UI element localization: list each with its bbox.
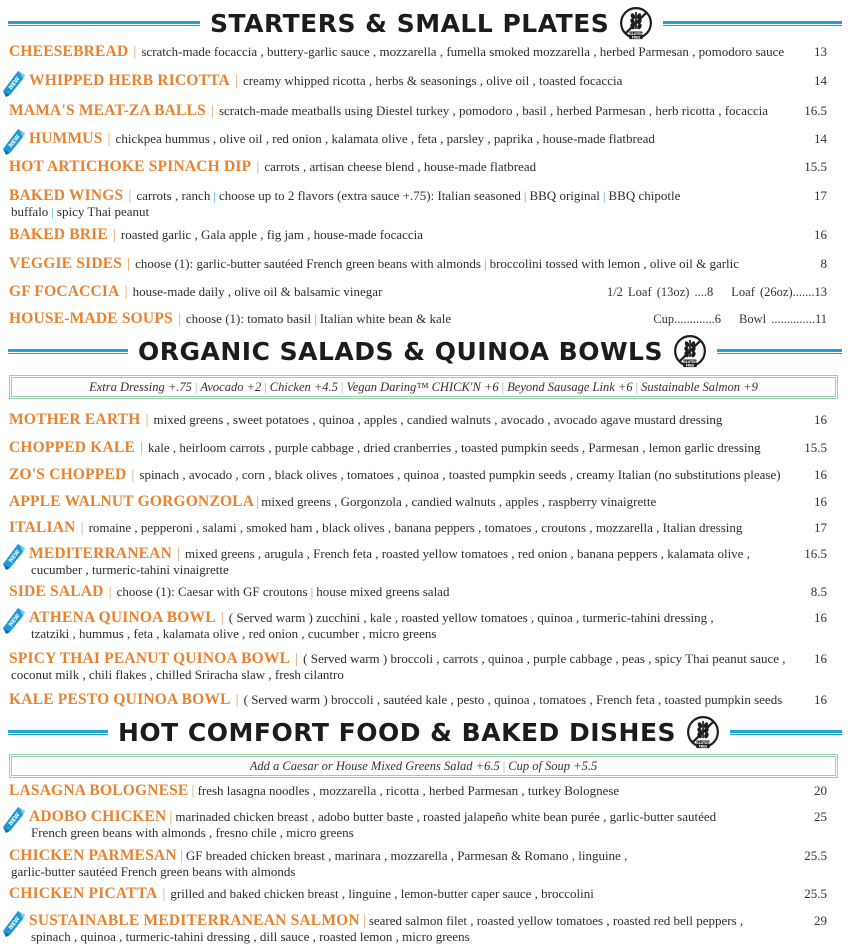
item-price: 17 (814, 520, 827, 535)
item-description: scratch-made meatballs using Diestel turkey , pomodoro , basil , herbed Parmesan , herb ricotta , focaccia (218, 103, 768, 118)
item-description: ( Served warm ) broccoli , carrots , quinoa , purple cabbage , peas , spicy Thai peanut sauce , (303, 651, 786, 666)
item-description-line2: spinach , quinoa , turmeric-tahini dressing , dill sauce , roasted lemon , micro greens (31, 929, 470, 944)
item-description: marinaded chicken breast , adobo butter baste , roasted jalapeño white bean purée , garlic-butter sautéed (175, 809, 717, 824)
add-on: Sustainable Salmon +9 (641, 380, 758, 394)
item-name: CHOPPED KALE (9, 439, 135, 456)
separator: | (145, 412, 149, 428)
item-description-line2: coconut milk , chili flakes , chilled Sriracha slaw , fresh cilantro (11, 667, 344, 682)
item-description-part: buffalo (11, 204, 49, 219)
item-description: grilled and baked chicken breast , linguine , lemon-butter caper sauce , broccolini (170, 886, 594, 901)
new-ribbon-icon (1, 907, 27, 937)
item-name: MOTHER EARTH (9, 411, 141, 428)
menu-item (9, 467, 839, 483)
item-name: LASAGNA BOLOGNESE (9, 782, 189, 799)
separator: | (112, 227, 116, 243)
item-description: seared salmon filet , roasted yellow tomatoes , roasted red bell peppers , (368, 913, 744, 928)
menu-item (9, 73, 839, 89)
gluten-free-icon (619, 6, 653, 40)
item-price: 25 (814, 809, 827, 824)
item-price: 14 (814, 131, 827, 146)
gluten-free-icon (686, 715, 720, 749)
separator: | (51, 204, 54, 219)
item-price: 16.5 (804, 103, 827, 118)
item-price: 16 (814, 467, 827, 482)
menu-item (9, 44, 839, 60)
item-price: 20 (814, 783, 827, 798)
add-on: Extra Dressing +.75 (89, 380, 192, 394)
size-options (607, 284, 827, 300)
item-description-line2: French green beans with almonds , fresno chile , micro greens (31, 825, 354, 840)
item-description-part: broccolini tossed with lemon , olive oil & garlic (489, 256, 740, 271)
menu-item (9, 440, 839, 456)
item-price: 17 (814, 188, 827, 203)
separator: | (483, 256, 487, 271)
menu-item (9, 284, 839, 300)
item-name: HOT ARTICHOKE SPINACH DIP (9, 158, 252, 175)
section-header-starters (0, 4, 850, 42)
item-name: HOUSE-MADE SOUPS (9, 310, 173, 327)
item-description-part: choose (1): garlic-butter sautéed French green beans with almonds (135, 256, 481, 271)
add-on: Cup of Soup +5.5 (508, 759, 598, 773)
item-description-part: BBQ chipotle (608, 188, 681, 203)
menu-item (9, 848, 839, 880)
item-name: ITALIAN (9, 519, 76, 536)
item-description: GF breaded chicken breast , marinara , mozzarella , Parmesan & Romano , linguine , (185, 848, 628, 863)
item-name: GF FOCACCIA (9, 283, 120, 300)
item-name: KALE PESTO QUINOA BOWL (9, 691, 231, 708)
add-on: Beyond Sausage Link +6 (507, 380, 633, 394)
gluten-free-icon (673, 334, 707, 368)
item-price: 16.5 (804, 546, 827, 561)
menu-item (9, 494, 839, 510)
item-name: ZO'S CHOPPED (9, 466, 127, 483)
item-price: 16 (814, 610, 827, 625)
menu-item (9, 412, 839, 428)
item-description-line2: tzatziki , hummus , feta , kalamata olive , red onion , cucumber , micro greens (31, 626, 437, 641)
separator: | (362, 913, 366, 929)
separator: | (169, 809, 173, 825)
menu-item (9, 886, 839, 902)
add-on: Add a Caesar or House Mixed Greens Salad +6.5 (249, 759, 500, 773)
new-ribbon-icon (1, 67, 27, 97)
decorative-rule (730, 730, 842, 735)
menu-item (9, 692, 839, 708)
item-price: 16 (814, 692, 827, 707)
decorative-rule (8, 730, 108, 735)
item-description-part: choose (1): tomato basil (185, 311, 312, 326)
menu-item (9, 131, 839, 147)
separator: | (124, 284, 128, 300)
decorative-rule (8, 21, 200, 26)
separator: | (523, 188, 527, 203)
menu-item (9, 783, 839, 799)
new-ribbon-icon (1, 604, 27, 634)
item-name: ATHENA QUINOA BOWL (29, 609, 216, 626)
add-on: Vegan Daring™ CHICK'N +6 (346, 380, 499, 394)
menu-item (9, 913, 839, 945)
item-description-part: Italian white bean & kale (319, 311, 452, 326)
size-option: Cup.............6 (653, 312, 721, 326)
item-name: MAMA'S MEAT-ZA BALLS (9, 102, 206, 119)
item-price: 8 (820, 256, 827, 271)
item-name: WHIPPED HERB RICOTTA (29, 72, 230, 89)
add-ons-box: Extra Dressing +.75 | Avocado +2 | Chicken +4.5 | Vegan Daring™ CHICK'N +6 | Beyond Sausage Link +6 | Sustainable Salmon +9 (9, 375, 838, 399)
item-name: MEDITERRANEAN (29, 545, 172, 562)
item-name: BAKED WINGS (9, 187, 124, 204)
separator: | (127, 256, 131, 272)
menu-item (9, 256, 839, 272)
separator: | (234, 73, 238, 89)
new-ribbon-icon (1, 125, 27, 155)
separator: | (295, 651, 299, 667)
decorative-rule (663, 21, 842, 26)
separator: | (176, 546, 180, 562)
add-ons-box: Add a Caesar or House Mixed Greens Salad +6.5 | Cup of Soup +5.5 (9, 754, 838, 778)
size-option: Bowl ..............11 (739, 312, 827, 326)
item-price: 16 (814, 412, 827, 427)
item-description-part: choose up to 2 flavors (extra sauce +.75): Italian seasoned (218, 188, 521, 203)
item-price: 8.5 (810, 584, 827, 599)
size-options (653, 311, 827, 327)
add-on: Chicken +4.5 (269, 380, 338, 394)
item-name: SUSTAINABLE MEDITERRANEAN SALMON (29, 912, 360, 929)
item-description: ( Served warm ) broccoli , sautéed kale , pesto , quinoa , tomatoes , French feta , toasted pumpkin seeds (243, 692, 783, 707)
item-price: 15.5 (804, 440, 827, 455)
menu-item (9, 809, 839, 841)
section-title: ORGANIC SALADS & QUINOA BOWLS (138, 336, 663, 366)
item-price: 16 (814, 651, 827, 666)
item-description: fresh lasagna noodles , mozzarella , ricotta , herbed Parmesan , turkey Bolognese (197, 783, 620, 798)
item-price: 25.5 (804, 848, 827, 863)
separator: | (108, 584, 112, 600)
item-name: HUMMUS (29, 130, 103, 147)
item-description: chickpea hummus , olive oil , red onion , kalamata olive , feta , parsley , paprika , house-made flatbread (115, 131, 655, 146)
section-header-salads (0, 332, 850, 370)
item-description: roasted garlic , Gala apple , fig jam , house-made focaccia (120, 227, 424, 242)
menu-item (9, 546, 839, 578)
decorative-rule (717, 349, 842, 354)
separator: | (107, 131, 111, 147)
size-option: 1/2 Loaf (13oz) ....8 (606, 285, 714, 299)
menu-item (9, 103, 839, 119)
item-description: creamy whipped ricotta , herbs & seasonings , olive oil , toasted focaccia (242, 73, 623, 88)
item-price: 16 (814, 494, 827, 509)
item-name: BAKED BRIE (9, 226, 108, 243)
item-price: 29 (814, 913, 827, 928)
separator: | (256, 494, 260, 510)
item-name: APPLE WALNUT GORGONZOLA (9, 493, 255, 510)
item-price: 14 (814, 73, 827, 88)
menu-item (9, 520, 839, 536)
item-description-line2: garlic-butter sautéed French green beans with almonds (11, 864, 296, 879)
separator: | (162, 886, 166, 902)
item-description: scratch-made focaccia , buttery-garlic sauce , mozzarella , fumella smoked mozzarella , herbed Parmesan , pomodoro sauce (141, 44, 785, 59)
item-name: CHICKEN PICATTA (9, 885, 158, 902)
item-description: ( Served warm ) zucchini , kale , roasted yellow tomatoes , quinoa , turmeric-tahini dressing , (228, 610, 714, 625)
item-description-part: house mixed greens salad (316, 584, 450, 599)
item-description-part: carrots , ranch (136, 188, 211, 203)
item-name: SIDE SALAD (9, 583, 104, 600)
item-description-part: BBQ original (529, 188, 600, 203)
menu-item (9, 159, 839, 175)
separator: | (210, 103, 214, 119)
item-price: 16 (814, 227, 827, 242)
section-title: HOT COMFORT FOOD & BAKED DISHES (118, 717, 677, 747)
item-name: CHICKEN PARMESAN (9, 847, 177, 864)
menu-item (9, 188, 839, 220)
separator: | (235, 692, 239, 708)
separator: | (191, 783, 195, 799)
item-description-part: choose (1): Caesar with GF croutons (116, 584, 308, 599)
item-name: SPICY THAI PEANUT QUINOA BOWL (9, 650, 291, 667)
item-description-line2: cucumber , turmeric-tahini vinaigrette (31, 562, 229, 577)
item-description: kale , heirloom carrots , purple cabbage , dried cranberries , toasted pumpkin seeds , Parmesan , lemon garlic dressing (148, 440, 761, 455)
item-name: ADOBO CHICKEN (29, 808, 167, 825)
item-price: 25.5 (804, 886, 827, 901)
separator: | (256, 159, 260, 175)
new-ribbon-icon (1, 803, 27, 833)
new-ribbon-icon (1, 540, 27, 570)
section-title: STARTERS & SMALL PLATES (210, 8, 610, 38)
separator: | (139, 440, 143, 456)
item-description: mixed greens , sweet potatoes , quinoa , apples , candied walnuts , avocado , avocado agave mustard dressing (153, 412, 723, 427)
item-description: mixed greens , arugula , French feta , roasted yellow tomatoes , red onion , banana peppers , kalamata olive , (185, 546, 750, 561)
item-description: carrots , artisan cheese blend , house-made flatbread (264, 159, 537, 174)
separator: | (213, 188, 216, 203)
menu-item (9, 227, 839, 243)
item-description: spinach , avocado , corn , black olives , tomatoes , quinoa , toasted pumpkin seeds , creamy Italian (no substitutions please) (139, 467, 781, 482)
item-name: CHEESEBREAD (9, 43, 129, 60)
item-name: VEGGIE SIDES (9, 255, 123, 272)
menu-item (9, 651, 839, 683)
separator: | (602, 188, 606, 203)
add-on: Avocado +2 (200, 380, 262, 394)
size-option: Loaf (26oz).......13 (731, 285, 827, 299)
item-description: house-made daily , olive oil & balsamic vinegar (132, 284, 383, 299)
item-price: 15.5 (804, 159, 827, 174)
separator: | (314, 311, 317, 326)
item-price: 13 (814, 44, 827, 59)
item-description: romaine , pepperoni , salami , smoked ham , black olives , banana peppers , tomatoes , croutons , mozzarella , Italian dressing (88, 520, 743, 535)
menu-item (9, 584, 839, 600)
separator: | (133, 44, 137, 60)
separator: | (177, 311, 181, 327)
separator: | (310, 584, 314, 599)
item-description-part: spicy Thai peanut (56, 204, 150, 219)
decorative-rule (8, 349, 128, 354)
menu-item (9, 311, 839, 327)
separator: | (131, 467, 135, 483)
separator: | (80, 520, 84, 536)
separator: | (179, 848, 183, 864)
separator: | (220, 610, 224, 626)
section-header-hot-comfort (0, 713, 850, 751)
menu-item (9, 610, 839, 642)
separator: | (128, 188, 132, 204)
item-description: mixed greens , Gorgonzola , candied walnuts , apples , raspberry vinaigrette (261, 494, 657, 509)
